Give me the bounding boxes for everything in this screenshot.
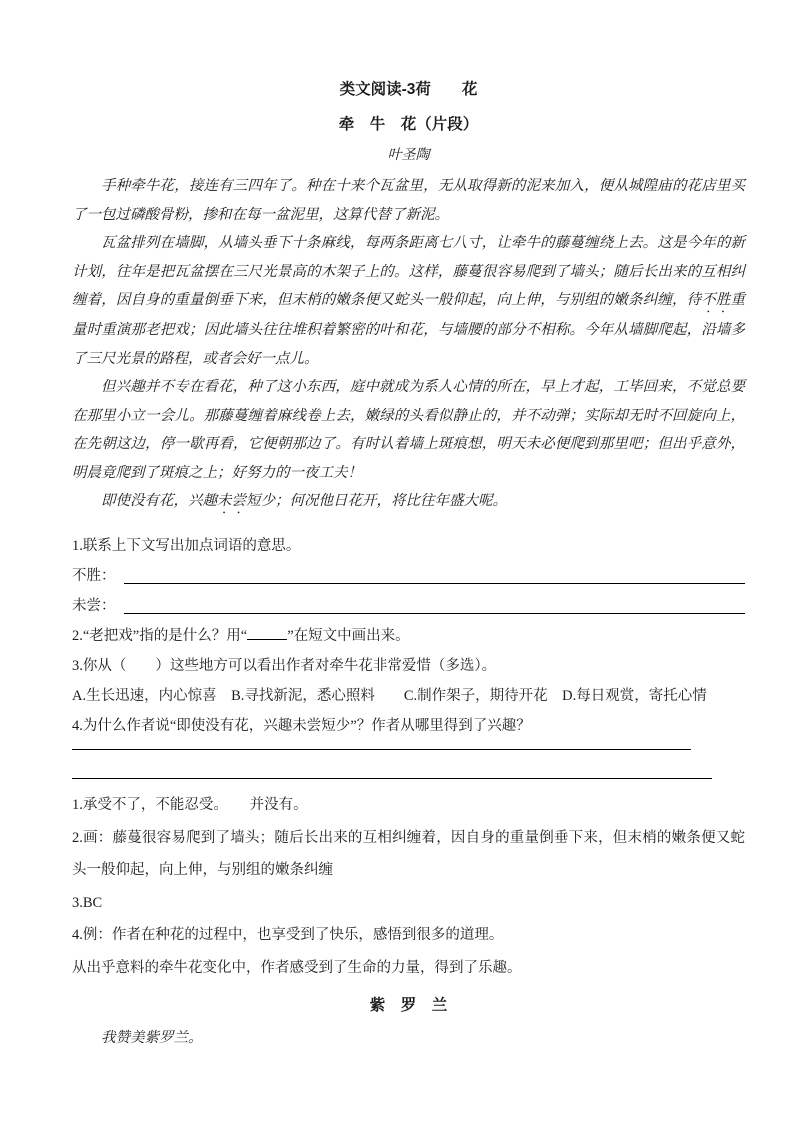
- paragraph-text: 重量时重演那老把戏；因此墙头往往堆积着繁密的叶和花，与墙腰的部分不相称。今年从墙脚爬起，沿墙多了三尺光景的路程，或者会好一点儿。: [72, 292, 746, 367]
- paragraph-text: 手种牵牛花，接连有三四年了。种在十来个瓦盆里，无从取得新的泥来加入，便从城隍庙的花店里买了一包过磷酸骨粉，掺和在每一盆泥里，这算代替了新泥。: [72, 178, 745, 223]
- answer-key-section: [72, 789, 745, 984]
- paragraph-text: 即使没有花，兴趣: [101, 493, 217, 509]
- answer-4: 4.例：作者在种花的过程中，也享受到了快乐，感悟到很多的道理。: [72, 927, 504, 943]
- paragraph-text: 短少；何况他日花开，将比往年盛大呢。: [246, 493, 507, 509]
- question-text: 2.“老把戏”指的是什么？用“: [72, 628, 248, 644]
- question-1-blank-row-weichang: [72, 591, 745, 621]
- question-3-options: A.生长迅速，内心惊喜 B.寻找新泥，悉心照料 C.制作架子，期待开花 D.每日观赏，寄托心情: [72, 688, 707, 704]
- answer-blank-line[interactable]: [124, 591, 746, 621]
- page-title: 类文阅读-3荷 花: [339, 81, 478, 98]
- answer-line[interactable]: [72, 749, 691, 750]
- passage-text: [72, 172, 745, 517]
- emphasized-word-wei-chang: 未尝: [217, 493, 246, 509]
- answer-1: 1.承受不了，不能忍受。 并没有。: [72, 797, 308, 813]
- question-4-answer-lines: [72, 749, 745, 779]
- section2-title: 紫 罗 兰: [369, 997, 448, 1014]
- passage-paragraph-3: [72, 373, 745, 487]
- emphasized-word-bu-sheng: 不胜: [701, 292, 731, 308]
- answer-blank-line[interactable]: [124, 561, 746, 591]
- passage-paragraph-1: [72, 172, 745, 229]
- passage-paragraph-4: [72, 487, 745, 517]
- answer-line[interactable]: [72, 778, 712, 779]
- passage-paragraph-2: [72, 229, 745, 373]
- question-1: 1.联系上下文写出加点词语的意思。: [72, 538, 301, 554]
- inline-blank-line[interactable]: [247, 627, 287, 640]
- paragraph-text: 但兴趣并不专在看花，种了这小东西，庭中就成为系人心情的所在，早上才起，工毕回来，不觉总要在那里小立一会儿。那藤蔓缠着麻线卷上去，嫩绿的头看似静止的，并不动弹；实际却无时不回旋向上，在先朝这边，停一歇再看，它便朝那边了。有时认着墙上斑痕想，明天未必便爬到那里吧；但出乎意外，明晨竟爬到了斑痕之上；好努力的一夜工夫！: [72, 379, 745, 481]
- section2-first-line: 我赞美紫罗兰。: [101, 1030, 203, 1046]
- question-text: ”在短文中画出来。: [287, 628, 410, 644]
- answer-2: 2.画：藤蔓很容易爬到了墙头；随后长出来的互相纠缠着，因自身的重量倒垂下来，但末梢的嫩条便又蛇头一般仰起，向上伸，与别组的嫩条纠缠: [72, 829, 745, 878]
- blank-label-weichang: 未尝：: [72, 598, 116, 614]
- answer-3: 3.BC: [72, 894, 103, 911]
- paragraph-text: 瓦盆排列在墙脚，从墙头垂下十条麻线，每两条距离七八寸，让牵牛的藤蔓缠绕上去。这是今年的新计划，往年是把瓦盆摆在三尺光景高的木架子上的。这样，藤蔓很容易爬到了墙头；随后长出来的互相纠缠着，因自身的重量倒垂下来，但末梢的嫩条便又蛇头一般仰起，向上伸，与别组的嫩条纠缠，待: [72, 235, 745, 308]
- question-4: 4.为什么作者说“即使没有花，兴趣未尝短少”？作者从哪里得到了兴趣？: [72, 718, 531, 734]
- blank-label-busheng: 不胜：: [72, 568, 116, 584]
- author-name: 叶圣陶: [387, 148, 430, 163]
- questions-section: [72, 531, 745, 741]
- answer-4-continued: 从出乎意料的牵牛花变化中，作者感受到了生命的力量，得到了乐趣。: [72, 959, 522, 976]
- question-3: 3.你从（ ）这些地方可以看出作者对牵牛花非常爱惜（多选）。: [72, 658, 497, 674]
- question-2: [72, 621, 745, 651]
- passage-title: 牵 牛 花（片段）: [338, 116, 479, 133]
- question-1-blank-row-busheng: [72, 561, 745, 591]
